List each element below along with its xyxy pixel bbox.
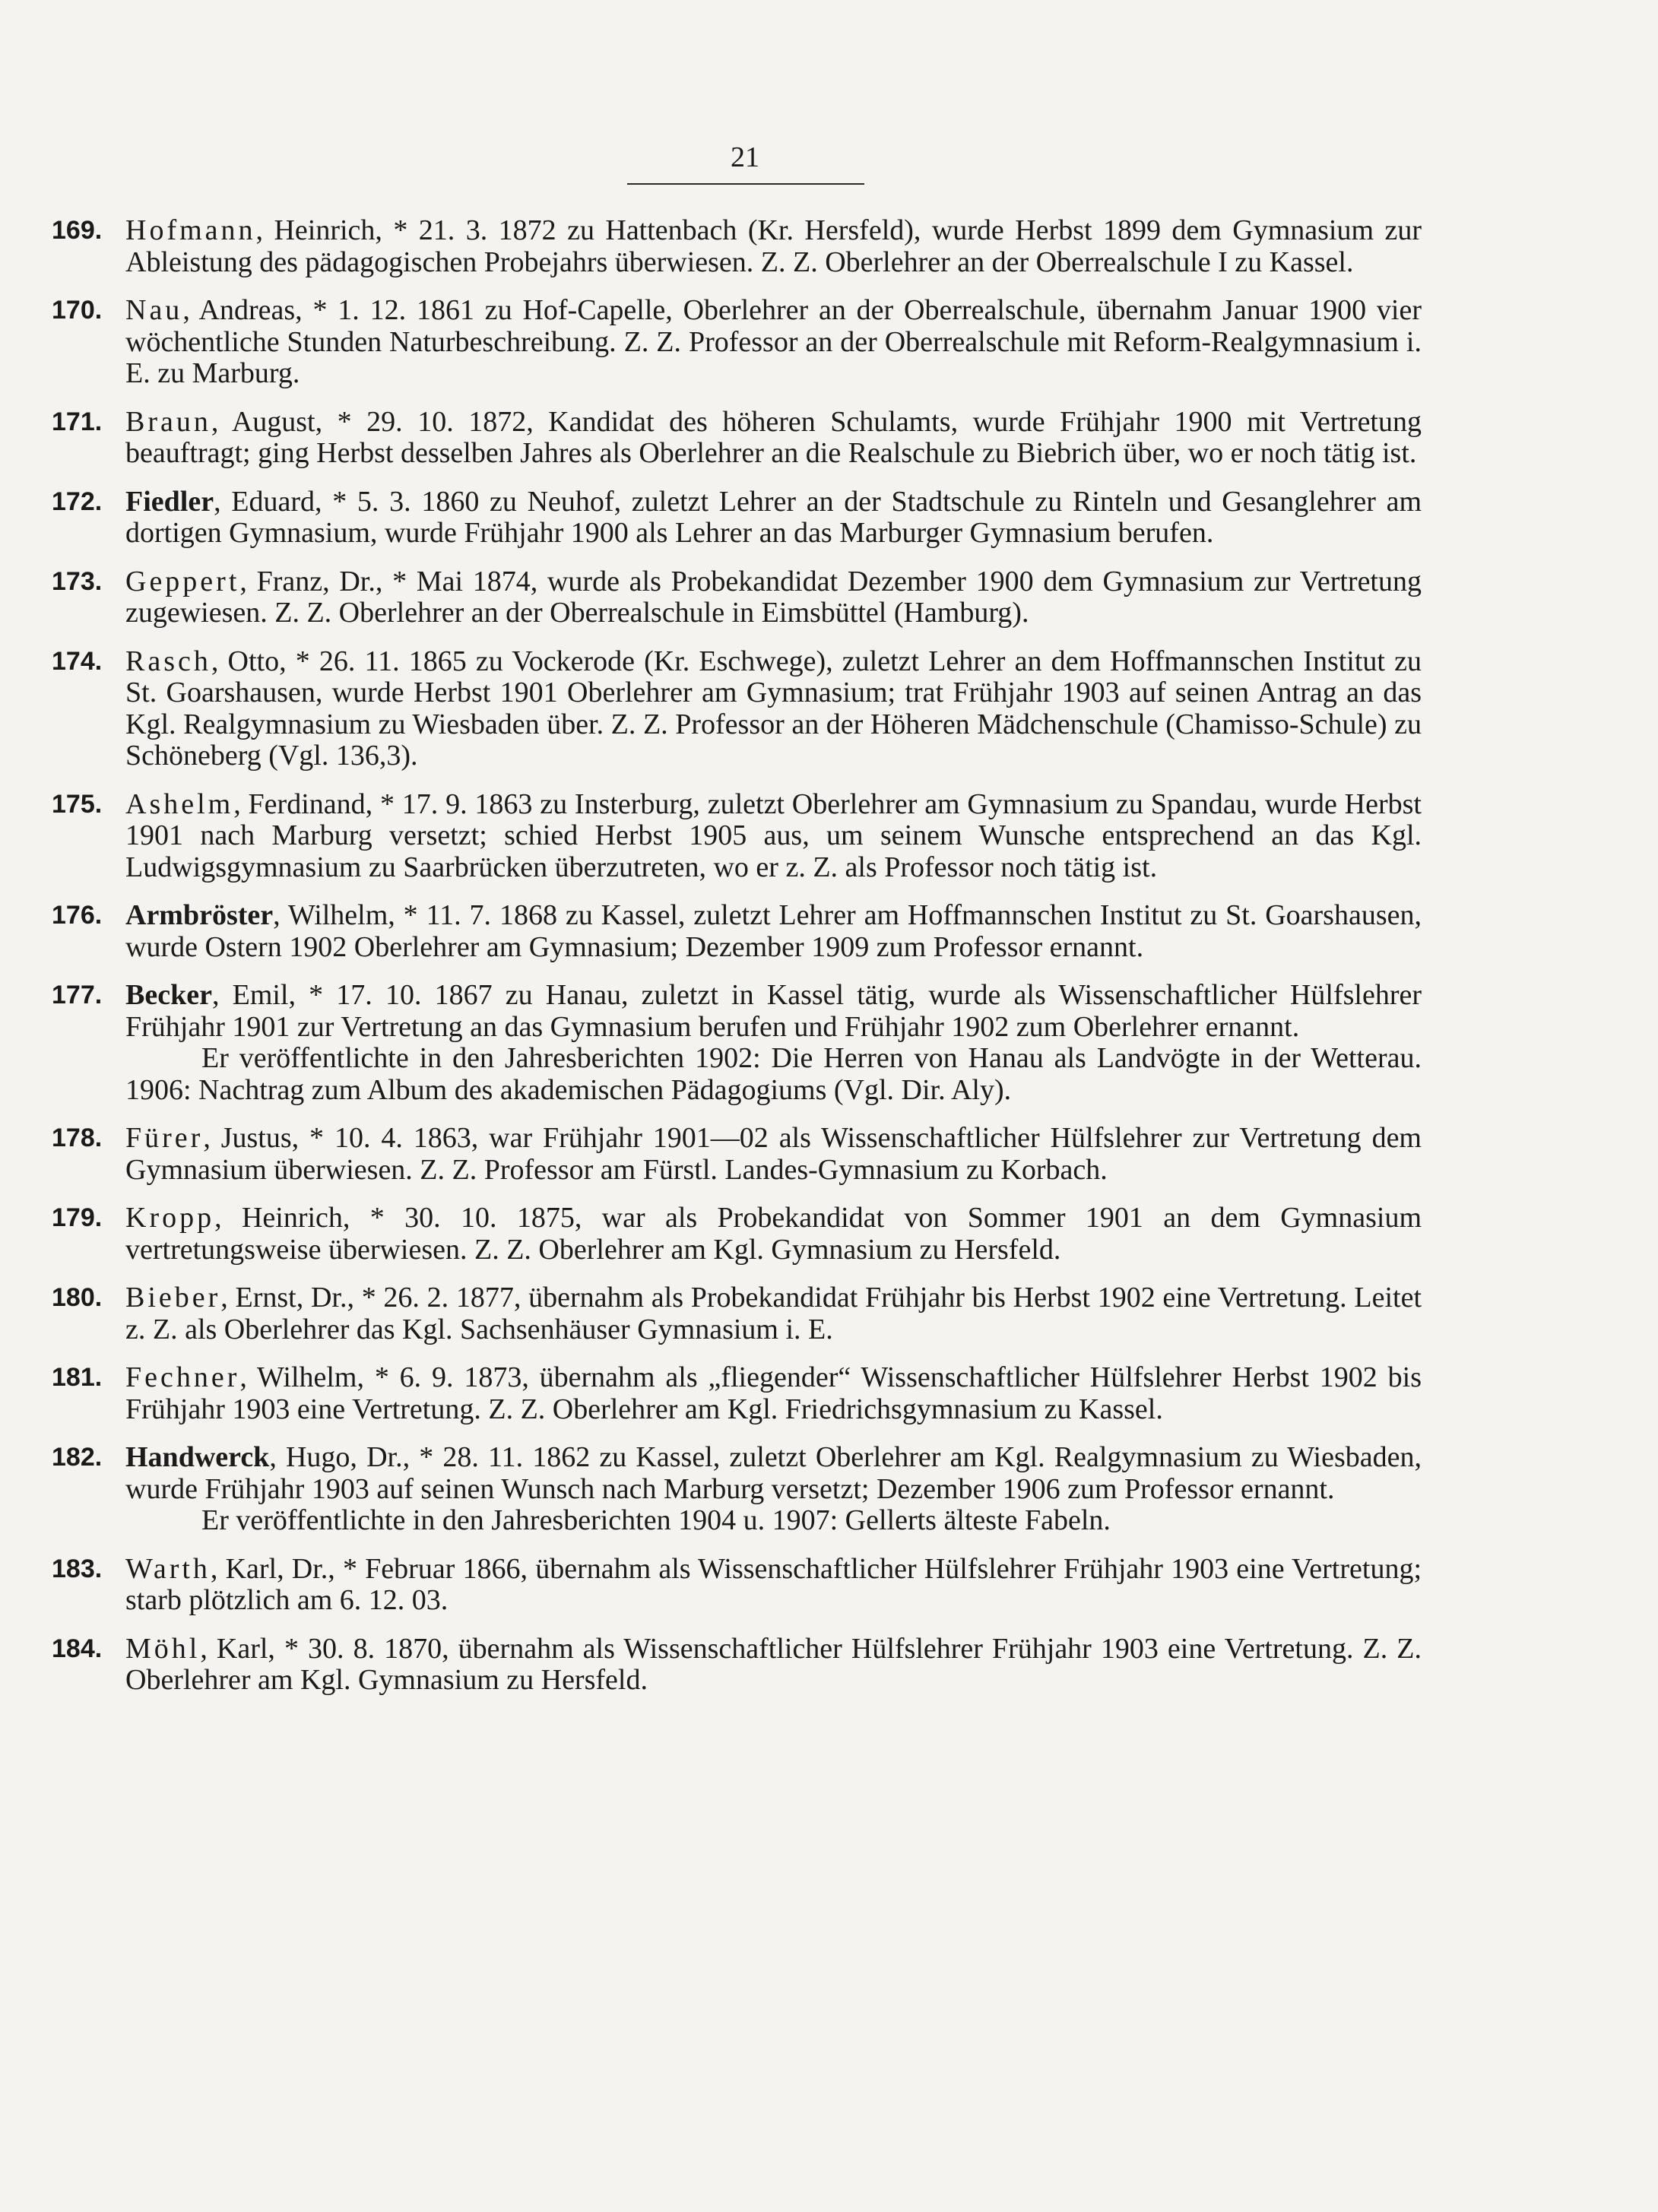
entry [0, 900, 1658, 963]
entry-name: Ashelm [125, 788, 234, 820]
entry [0, 407, 1658, 470]
entry-text [125, 566, 1422, 629]
entry [0, 486, 1658, 550]
entry-text [125, 486, 1422, 550]
entry-number: 176. [52, 901, 103, 930]
entry-text [125, 789, 1422, 884]
entry-text [125, 1634, 1422, 1697]
entry-name: Geppert [125, 565, 240, 597]
entry-name: Bieber [125, 1282, 221, 1314]
entry-name: Fechner [125, 1361, 240, 1393]
entry-name: Becker [125, 979, 212, 1011]
entry-description: , Karl, * 30. 8. 1870, übernahm als Wissenschaftlicher Hülfslehrer Frühjahr 1903 eine Vertretung. Z. Z. Oberlehrer am Kgl. Gymnasium zu Hersfeld. [125, 1632, 1422, 1696]
entry-description: , August, * 29. 10. 1872, Kandidat des höheren Schulamts, wurde Frühjahr 1900 mit Vertretung beauftragt; ging Herbst desselben Jahres als Oberlehrer an die Realschule zu Biebrich über, wo er noch tätig ist. [125, 405, 1422, 469]
entry [0, 1203, 1658, 1266]
entry-number: 174. [52, 646, 103, 676]
entry-number: 173. [52, 566, 103, 596]
entry-number: 183. [52, 1554, 103, 1583]
entry-text [125, 295, 1422, 390]
entry-text [125, 1442, 1422, 1505]
entry-description: , Andreas, * 1. 12. 1861 zu Hof-Capelle, Oberlehrer an der Oberrealschule, übernahm Januar 1900 vier wöchentliche Stunden Naturbeschreibung. Z. Z. Professor an der Oberrealschule mit Reform-Realgymnasium i. E. zu Marburg. [125, 294, 1422, 389]
entry-text [125, 1282, 1422, 1345]
entry [0, 789, 1658, 884]
entry-description: , Hugo, Dr., * 28. 11. 1862 zu Kassel, zuletzt Oberlehrer am Kgl. Realgymnasium zu Wiesbaden, wurde Frühjahr 1903 auf seinen Wunsch nach Marburg versetzt; Dezember 1906 zum Professor ernannt. [125, 1441, 1422, 1505]
entry [0, 980, 1658, 1106]
entry-publication-note: Er veröffentlichte in den Jahresberichten 1902: Die Herren von Hanau als Landvögte in der Wetterau. 1906: Nachtrag zum Album des akademischen Pädagogiums (Vgl. Dir. Aly). [125, 1042, 1422, 1106]
entry-text [125, 980, 1422, 1043]
entry-text [125, 646, 1422, 772]
entry-publication-note: Er veröffentlichte in den Jahresberichten 1904 u. 1907: Gellerts älteste Fabeln. [201, 1504, 1111, 1536]
entry-description: , Wilhelm, * 6. 9. 1873, übernahm als „fliegender“ Wissenschaftlicher Hülfslehrer Herbst 1902 bis Frühjahr 1903 eine Vertretung. Z. Z. Oberlehrer am Kgl. Friedrichsgymnasium zu Kassel. [125, 1361, 1422, 1425]
entry-text [125, 1203, 1422, 1266]
entry-description: , Franz, Dr., * Mai 1874, wurde als Probekandidat Dezember 1900 dem Gymnasium zur Vertretung zugewiesen. Z. Z. Oberlehrer an der Oberrealschule in Eimsbüttel (Hamburg). [125, 565, 1422, 629]
entry-name: Braun [125, 405, 211, 438]
entry-name: Rasch [125, 645, 211, 677]
entry-description: , Karl, Dr., * Februar 1866, übernahm als Wissenschaftlicher Hülfslehrer Frühjahr 1903 eine Vertretung; starb plötzlich am 6. 12. 03. [125, 1552, 1422, 1616]
entry-description: , Emil, * 17. 10. 1867 zu Hanau, zuletzt in Kassel tätig, wurde als Wissenschaftlicher Hülfslehrer Frühjahr 1901 zur Vertretung an das Gymnasium berufen und Frühjahr 1902 zum Oberlehrer ernannt. [125, 979, 1422, 1043]
entry-name: Handwerck [125, 1441, 270, 1473]
entry-description: , Ferdinand, * 17. 9. 1863 zu Insterburg, zuletzt Oberlehrer am Gymnasium zu Spandau, wurde Herbst 1901 nach Marburg versetzt; schied Herbst 1905 aus, um seinem Wunsche entsprechend an das Kgl. Ludwigsgymnasium zu Saarbrücken überzutreten, wo er z. Z. als Professor noch tätig ist. [125, 788, 1422, 883]
entry [0, 1442, 1658, 1537]
entry [0, 566, 1658, 629]
entry-name: Fiedler [125, 485, 214, 518]
header-rule [627, 183, 864, 185]
entry-text [125, 215, 1422, 278]
entry-name: Kropp [125, 1202, 215, 1234]
entry-number: 179. [52, 1203, 103, 1232]
entry [0, 1123, 1658, 1186]
entry-name: Fürer [125, 1122, 204, 1154]
entry-description: , Justus, * 10. 4. 1863, war Frühjahr 1901—02 als Wissenschaftlicher Hülfslehrer zur Vertretung dem Gymnasium überwiesen. Z. Z. Professor am Fürstl. Landes-Gymnasium zu Korbach. [125, 1122, 1422, 1186]
entry-description: , Heinrich, * 21. 3. 1872 zu Hattenbach (Kr. Hersfeld), wurde Herbst 1899 dem Gymnasium zur Ableistung des pädagogischen Probejahrs überwiesen. Z. Z. Oberlehrer an der Oberrealschule I zu Kassel. [125, 214, 1422, 278]
entry [0, 1282, 1658, 1345]
entry-description: , Heinrich, * 30. 10. 1875, war als Probekandidat von Sommer 1901 an dem Gymnasium vertretungsweise überwiesen. Z. Z. Oberlehrer am Kgl. Gymnasium zu Hersfeld. [125, 1202, 1422, 1266]
entry-number: 175. [52, 789, 103, 819]
page-number: 21 [731, 141, 759, 173]
entry [0, 1554, 1658, 1617]
entry-description: , Otto, * 26. 11. 1865 zu Vockerode (Kr. Eschwege), zuletzt Lehrer an dem Hoffmannschen Institut zu St. Goarshausen, wurde Herbst 1901 Oberlehrer am Gymnasium; trat Frühjahr 1903 auf seinen Antrag an das Kgl. Realgymnasium zu Wiesbaden über. Z. Z. Professor an der Höheren Mädchenschule (Chamisso-Schule) zu Schöneberg (Vgl. 136,3). [125, 645, 1422, 772]
entry-number: 177. [52, 981, 103, 1009]
entry-description: , Eduard, * 5. 3. 1860 zu Neuhof, zuletzt Lehrer an der Stadtschule zu Rinteln und Gesanglehrer am dortigen Gymnasium, wurde Frühjahr 1900 als Lehrer an das Marburger Gymnasium berufen. [125, 485, 1422, 549]
entry [0, 215, 1658, 278]
entry-number: 178. [52, 1123, 103, 1152]
entry-number: 180. [52, 1283, 103, 1312]
entry-list [0, 215, 1658, 1713]
entry [0, 295, 1658, 390]
entry-name: Armbröster [125, 899, 274, 931]
entry-text [125, 1123, 1422, 1186]
entry-number: 170. [52, 296, 103, 325]
entry [0, 1362, 1658, 1425]
entry-number: 171. [52, 407, 103, 436]
entry-description: , Wilhelm, * 11. 7. 1868 zu Kassel, zuletzt Lehrer am Hoffmannschen Institut zu St. Goarshausen, wurde Ostern 1902 Oberlehrer am Gymnasium; Dezember 1909 zum Professor ernannt. [125, 899, 1422, 963]
entry-number: 181. [52, 1363, 103, 1392]
entry-text [125, 407, 1422, 470]
entry-number: 182. [52, 1443, 103, 1472]
entry [0, 1634, 1658, 1697]
entry-text [125, 1554, 1422, 1617]
entry-text [125, 900, 1422, 963]
entry-description: , Ernst, Dr., * 26. 2. 1877, übernahm als Probekandidat Frühjahr bis Herbst 1902 eine Vertretung. Leitet z. Z. als Oberlehrer das Kgl. Sachsenhäuser Gymnasium i. E. [125, 1282, 1422, 1345]
entry-name: Warth [125, 1552, 211, 1585]
entry-name: Möhl [125, 1632, 201, 1665]
entry-number: 169. [52, 216, 103, 245]
entry [0, 646, 1658, 772]
entry-name: Nau [125, 294, 183, 326]
entry-name: Hofmann [125, 214, 256, 246]
entry-number: 184. [52, 1634, 103, 1663]
entry-text [125, 1362, 1422, 1425]
entry-number: 172. [52, 486, 103, 516]
